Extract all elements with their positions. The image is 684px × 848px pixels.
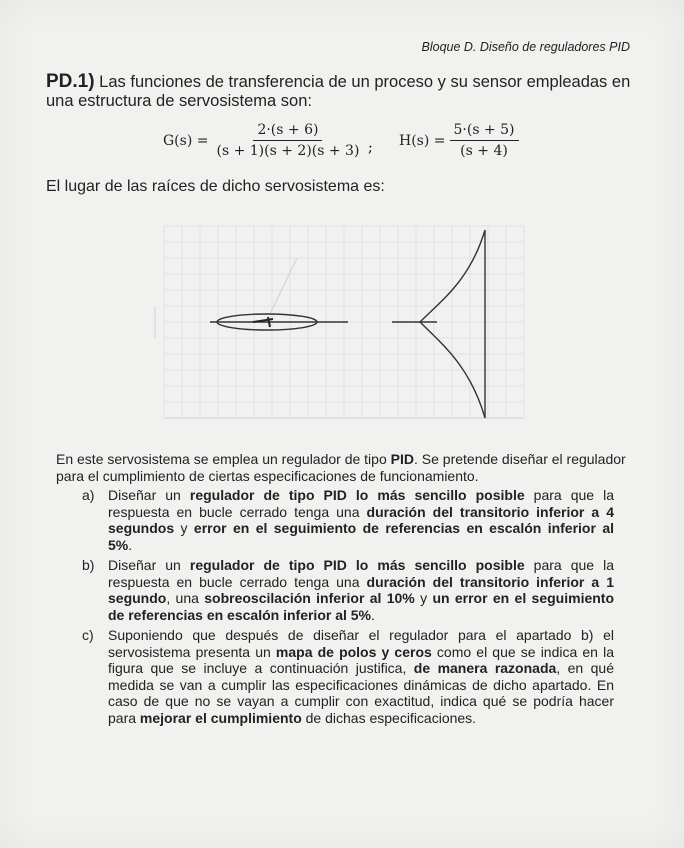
- item-label: a): [82, 487, 95, 503]
- item-text: Suponiendo que después de diseñar el regulador para el apartado b) el servosistema presenta un mapa de polos y ceros como el que se indica en la figura que se incluye a continuación justifica, de manera razonada, en qué medida se van a cumplir las especificaciones dinámicas de dicho apartado. En caso de que no se vayan a cumplir con exactitud, indica qué se podría hacer para mejorar el cumplimiento de dichas especificaciones.: [108, 627, 614, 726]
- list-item: [82, 487, 614, 553]
- list-item: [82, 627, 614, 726]
- root-locus-intro: El lugar de las raíces de dicho servosistema es:: [46, 178, 385, 195]
- formula-H-numerator: 5·(s + 5): [450, 122, 519, 141]
- formula-H: [399, 122, 519, 159]
- formula-H-lhs: H(s) =: [399, 132, 446, 149]
- problem-text: Las funciones de transferencia de un proceso y su sensor empleadas en una estructura de servosistema son:: [46, 73, 631, 110]
- formula-G-fraction: [212, 122, 363, 159]
- formula-G-numerator: 2·(s + 6): [253, 122, 322, 141]
- intro-text-2: . Se pretende diseñar el regulador para el cumplimiento de ciertas especificaciones de funcionamiento.: [56, 451, 626, 484]
- formula-H-denominator: (s + 4): [460, 143, 508, 159]
- item-label: c): [82, 627, 94, 643]
- item-text: Diseñar un regulador de tipo PID lo más sencillo posible para que la respuesta en bucle cerrado tenga una duración del transitorio inferior a 1 segundo, una sobreoscilación inferior al 10% y un error en el seguimiento de referencias en escalón inferior al 5%.: [108, 557, 615, 623]
- plot-frame: [155, 306, 524, 418]
- page-header: Bloque D. Diseño de reguladores PID: [421, 40, 630, 54]
- intro-text-1: En este servosistema se emplea un regulador de tipo: [56, 451, 391, 467]
- intro-bold: PID: [390, 451, 414, 467]
- task-list: [82, 487, 614, 730]
- item-label: b): [82, 557, 95, 573]
- formula-G-lhs: G(s) =: [163, 132, 209, 149]
- formula-G: [163, 122, 363, 159]
- formula-separator: ;: [368, 140, 373, 156]
- list-item: [82, 557, 614, 623]
- item-text: Diseñar un regulador de tipo PID lo más sencillo posible para que la respuesta en bucle cerrado tenga una duración del transitorio inferior a 4 segundos y error en el seguimiento de referencias en escalón inferior al 5%.: [108, 487, 614, 553]
- root-locus-plot: [152, 218, 532, 426]
- intro-paragraph: [56, 451, 626, 485]
- formula-H-fraction: [450, 122, 519, 159]
- formula-G-denominator: (s + 1)(s + 2)(s + 3): [216, 143, 360, 159]
- problem-number: PD.1): [46, 71, 95, 92]
- problem-statement: [46, 72, 636, 111]
